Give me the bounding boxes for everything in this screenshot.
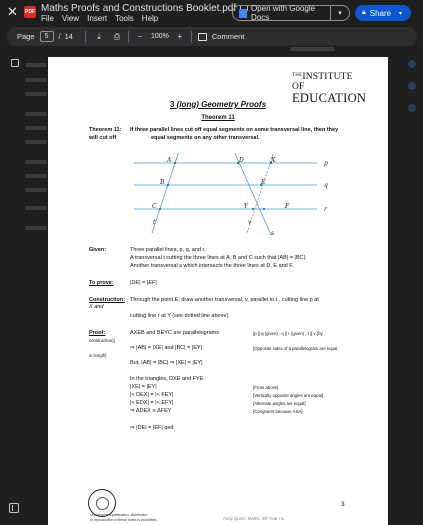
proof-line-6: |< DEX| = |< FEY| bbox=[130, 392, 174, 398]
proof-label: Proof: bbox=[89, 330, 106, 336]
proof-reason-5: [From above] bbox=[253, 385, 279, 390]
sidebar-item-placeholder bbox=[25, 174, 47, 178]
toolbar-divider bbox=[85, 31, 86, 43]
proof-reason-6: [Vertically opposite angles are equal] bbox=[253, 393, 323, 398]
comment-icon bbox=[198, 33, 207, 41]
point-a bbox=[174, 162, 176, 164]
sidebar-item-placeholder bbox=[25, 92, 47, 96]
given-label: Given: bbox=[89, 247, 107, 253]
parallel-lines-diagram bbox=[134, 153, 330, 239]
proof-reason-1-cont: construction)] bbox=[89, 338, 115, 343]
download-icon[interactable]: ⤓ bbox=[97, 31, 101, 41]
author-footer: Andy Quinn. Maths. 5th Year HL. bbox=[223, 516, 286, 521]
proof-line-4: In the triangles, DXE and FYE bbox=[130, 376, 204, 382]
chevron-down-icon[interactable]: ▾ bbox=[338, 10, 342, 17]
comment-button[interactable] bbox=[198, 32, 245, 41]
left-sidebar bbox=[0, 50, 48, 525]
comment-label: Comment bbox=[211, 32, 245, 41]
logo-line-2: EDUCATION bbox=[292, 91, 367, 105]
section-number: 3 bbox=[169, 100, 175, 109]
construction-line-3: cutting line r at Y (see dotted line above). bbox=[130, 313, 230, 319]
open-with-docs-button[interactable] bbox=[232, 5, 350, 21]
right-sidebar bbox=[389, 50, 423, 525]
label-r: r bbox=[324, 206, 327, 213]
construction-line-1: Through the point E, draw another transversal, v, parallel to t , cutting line p at bbox=[130, 297, 319, 303]
label-y: Y bbox=[244, 203, 248, 210]
background-placeholder bbox=[290, 47, 335, 51]
label-a: A bbox=[167, 157, 172, 164]
proof-reason-1: [p ∥ q (given) ; q ∥ r (given) ; t ∥ v (by bbox=[253, 331, 323, 336]
side-panel-icon[interactable] bbox=[408, 104, 416, 112]
document-title[interactable] bbox=[41, 3, 248, 14]
sidebar-toggle-icon[interactable] bbox=[9, 503, 19, 513]
logo-the: THE bbox=[292, 73, 303, 78]
label-c: C bbox=[152, 203, 157, 210]
label-f: F bbox=[285, 203, 290, 210]
menu-help[interactable]: Help bbox=[141, 14, 159, 23]
theorem-line-2a: will cut off bbox=[89, 135, 117, 141]
share-button[interactable] bbox=[355, 5, 411, 21]
label-s: s bbox=[271, 230, 275, 237]
google-docs-icon bbox=[239, 9, 247, 18]
to-prove-statement: |DE| = |EF| bbox=[130, 280, 157, 286]
sidebar-item-placeholder bbox=[25, 140, 47, 144]
sidebar-item-placeholder bbox=[25, 160, 47, 164]
sidebar-item-placeholder bbox=[25, 188, 47, 192]
menu-bar bbox=[41, 14, 158, 23]
page-number: 3 bbox=[341, 501, 345, 508]
sidebar-item-placeholder bbox=[25, 112, 47, 116]
given-line-3: Another transversal s which intersects the three lines at D, E and F. bbox=[130, 263, 294, 269]
point-f bbox=[263, 208, 265, 210]
zoom-in-icon[interactable]: + bbox=[177, 32, 183, 41]
zoom-level[interactable]: 100% bbox=[150, 33, 169, 40]
top-bar bbox=[0, 0, 423, 26]
proof-line-7: |< EDX| = |< EFY| bbox=[130, 400, 174, 406]
close-icon[interactable]: ✕ bbox=[7, 4, 18, 19]
page-separator: / bbox=[58, 32, 61, 41]
given-line-1: Three parallel lines, p, q, and r. bbox=[130, 247, 206, 253]
outline-icon[interactable] bbox=[11, 59, 19, 67]
label-e: E bbox=[261, 179, 266, 186]
proof-line-2: ⇒ |AB| = |XE| and |BC| = |EY| bbox=[130, 345, 202, 351]
sidebar-item-placeholder bbox=[25, 78, 47, 82]
label-q: q bbox=[324, 182, 328, 189]
proof-line-3: But, |AB| = |BC| ⇒ |XE| = |EY| bbox=[130, 360, 203, 366]
side-panel-icon[interactable] bbox=[408, 82, 416, 90]
toolbar-divider bbox=[128, 31, 129, 43]
point-c bbox=[159, 208, 161, 210]
label-p: p bbox=[324, 160, 328, 167]
construction-label: Construction: bbox=[89, 297, 126, 303]
transversal-t bbox=[152, 153, 179, 233]
proof-reason-2: [Opposite sides of a parallelogram are equal bbox=[253, 346, 338, 351]
proof-conclusion: ⇒ |DE| = |EF| qed bbox=[130, 425, 174, 431]
total-pages: 14 bbox=[64, 32, 73, 41]
page-number-input[interactable]: 5 bbox=[40, 31, 54, 42]
sidebar-item-placeholder bbox=[25, 63, 47, 67]
proof-line-5: |XE| = |EY| bbox=[130, 384, 157, 390]
open-with-label: Open with Google Docs bbox=[251, 4, 316, 22]
to-prove-label: To prove: bbox=[89, 280, 114, 286]
proof-reason-8: [Congruent because ASA] bbox=[253, 409, 303, 414]
pdf-file-icon: PDF bbox=[24, 6, 36, 18]
theorem-heading: Theorem 11 bbox=[201, 115, 235, 121]
label-t: t bbox=[153, 219, 156, 226]
toolbar-divider bbox=[191, 31, 192, 43]
side-panel-icon[interactable] bbox=[408, 60, 416, 68]
label-x: X bbox=[271, 157, 276, 164]
chevron-down-icon[interactable]: ▾ bbox=[399, 10, 403, 17]
pdf-page bbox=[48, 57, 388, 525]
share-label: Share bbox=[369, 8, 392, 18]
copyright-line-2: or reproduction of these notes is prohibited. bbox=[90, 517, 158, 522]
logo-line-1: INSTITUTE OF bbox=[292, 72, 353, 92]
menu-file[interactable]: File bbox=[41, 14, 54, 23]
label-v: v bbox=[248, 219, 252, 226]
point-b bbox=[167, 184, 169, 186]
theorem-line-1: If three parallel lines cut off equal segments on some transversal line, then they bbox=[130, 127, 339, 133]
label-b: B bbox=[160, 179, 165, 186]
copyright-line-1: Unauthorised publication, distribution bbox=[90, 513, 148, 517]
section-title: (long) Geometry Proofs bbox=[176, 100, 267, 109]
proof-reason-7: [Alternate angles are equal] bbox=[253, 401, 306, 406]
zoom-out-icon[interactable]: − bbox=[137, 32, 143, 41]
point-y bbox=[252, 208, 254, 210]
menu-view[interactable]: View bbox=[61, 14, 80, 23]
section-heading bbox=[48, 100, 388, 109]
sidebar-item-placeholder bbox=[25, 206, 47, 210]
print-icon[interactable]: ⎙ bbox=[113, 31, 121, 41]
copyright-note bbox=[90, 513, 157, 522]
proof-line-1: AXEB and BEYC are parallelograms bbox=[130, 330, 219, 336]
pdf-toolbar bbox=[7, 27, 417, 46]
transversal-s bbox=[234, 153, 271, 235]
page-label: Page bbox=[17, 32, 35, 41]
menu-tools[interactable]: Tools bbox=[115, 14, 134, 23]
lock-icon: 🔒︎ bbox=[362, 9, 366, 16]
menu-insert[interactable]: Insert bbox=[87, 14, 108, 23]
theorem-line-2b: equal segments on any other transversal. bbox=[151, 135, 260, 141]
theorem-label: Theorem 11: bbox=[89, 127, 122, 133]
sidebar-item-placeholder bbox=[25, 226, 47, 230]
proof-line-8: ⇒ ΔDEX ≡ ΔFEY bbox=[130, 408, 172, 414]
label-d: D bbox=[239, 157, 244, 164]
document-title-text: Maths Proofs and Constructions Booklet.pdf bbox=[41, 3, 237, 14]
given-line-2: A transversal t cutting the three lines at A, B and C such that |AB| = |BC|. bbox=[130, 255, 307, 261]
proof-reason-2-cont: in length] bbox=[89, 353, 107, 358]
construction-line-2: X and bbox=[89, 304, 104, 310]
sidebar-item-placeholder bbox=[25, 126, 47, 130]
